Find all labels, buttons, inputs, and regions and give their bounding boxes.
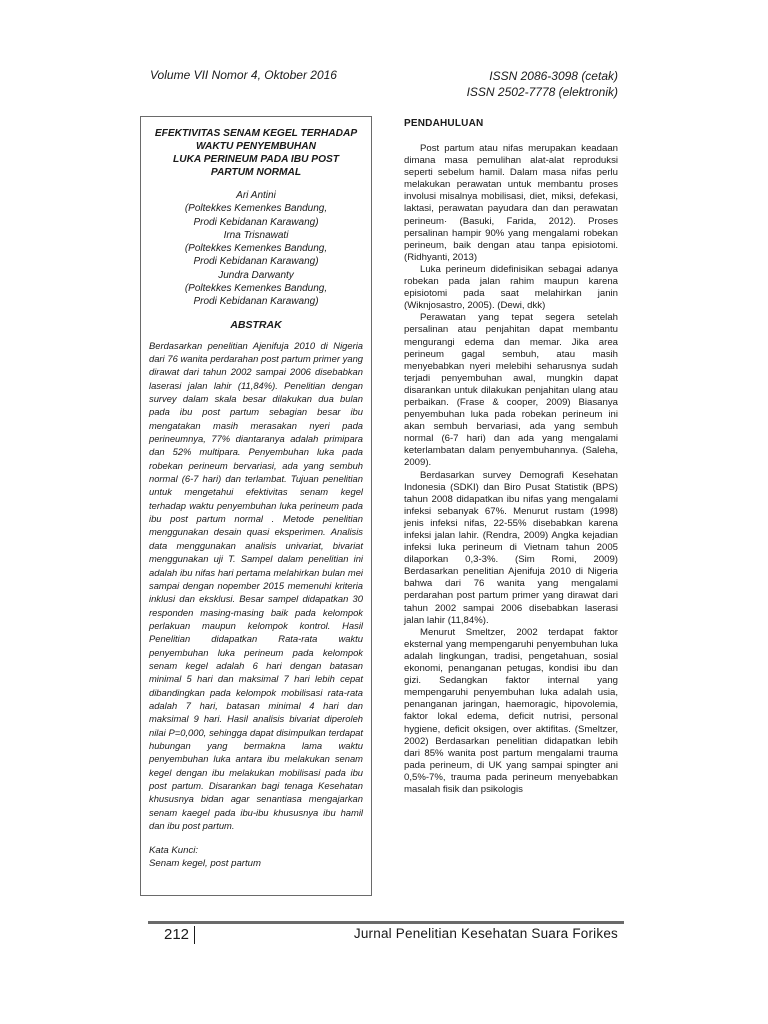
article-title: [149, 127, 363, 179]
title-line: PARTUM NORMAL: [210, 167, 302, 178]
author-affiliation: (Poltekkes Kemenkes Bandung,: [184, 283, 328, 295]
issn-online: ISSN 2502-7778 (elektronik): [466, 85, 618, 99]
intro-paragraph: Menurut Smeltzer, 2002 terdapat faktor eksternal yang mempengaruhi penyembuhan luka adalah lingkungan, tradisi, pengetahuan, sosial ekonomi, penanganan petugas, kondisi ibu dan gizi. Sedangkan faktor internal yang mempengaruhi penyembuhan luka adalah usia, penanganan jaringan, haemoragic, hipovolemia, faktor lokal edema, deficit nutrisi, personal hygiene, deficit oksigen, over aktifitas. (Smeltzer, 2002) Berdasarkan penelitian didapatkan lebih dari 85% wanita post partum mengalami trauma pada perineum, di UK yang sampai spingter ani 0,5%-7%, trauma pada perineum menyebabkan masalah fisik dan psikologis: [404, 626, 618, 795]
intro-paragraph: Berdasarkan survey Demografi Kesehatan Indonesia (SDKI) dan Biro Pusat Statistik (BPS) tahun 2008 didapatkan ibu nifas yang mengalami infeksi sebanyak 67%. Menurut rustam (1998) jenis infeksi nifas, 22-55% disebabkan karena infeksi jalan lahir. (Rendra, 2009) Angka kejadian infeksi luka perineum di Vietnam tahun 2005 dilaporkan 0,3-3%. (Sim Romi, 2009) Berdasarkan penelitian Ajenifuja 2010 di Nigeria bahwa dari 76 wanita yang mengalami perdarahan post partum primer yang dirawat dari tahun 2002 sampai 2006 disebabkan laserasi jalan lahir (11,84%).: [404, 469, 618, 626]
abstract-heading: ABSTRAK: [230, 318, 282, 331]
author-affiliation: Prodi Kebidanan Karawang): [193, 296, 319, 308]
author-name: Ari Antini: [236, 190, 276, 201]
journal-volume: Volume VII Nomor 4, Oktober 2016: [150, 68, 337, 82]
abstract-text: Berdasarkan penelitian Ajenifuja 2010 di Nigeria dari 76 wanita perdarahan post partum primer yang dirawat dari tahun 2002 sampai 2006 disebabkan laserasi jalan lahir (11,84%). Penelitian dengan survey dalam skala besar dilakukan dua bulan pada ibu post partum sebagian besar ibu mengatakan masih merasakan nyeri pada perineumnya, 77% diantaranya adalah primipara dan 52% multipara. Penyembuhan luka pada robekan perineum bervariasi, ada yang sembuh normal (6-7 hari) dan terlambat. Tujuan penelitian untuk mengetahui efektivitas senam kegel terhadap waktu penyembuhan luka perineum pada ibu post partum normal . Metode penelitian menggunakan desain quasi eksperimen. Analisis data menggunakan analisis univariat, bivariat menggunakan uji T. Sampel dalam penelitian ini adalah ibu nifas hari pertama melahirkan bulan mei sampai dengan nopember 2015 memenuhi kriteria inklusi dan eksklusi. Besar sampel didapatkan 30 responden masing-masing baik pada kelompok perlakuan maupun kelompok kontrol. Hasil Penelitian didapatkan Rata-rata waktu penyembuhan luka perineum pada kelompok senam kegel adalah 6 hari dengan batasan minimal 5 hari dan maksimal 7 hari lebih cepat dibandingkan pada kelompok mobilisasi rata-rata adalah 7 hari, batasan minimal 4 hari dan maksimal 9 hari. Hasil analisis bivariat diperoleh nilai P=0,000, sehingga dapat disimpulkan terdapat hubungan yang bermakna lama waktu penyembuhan luka antara ibu melakukan senam kegel dengan ibu melakukan mobilisasi pada ibu post partum. Disarankan bagi tenaga Kesehatan khususnya bidan agar senantiasa mengajarkan senam kaegel pada ibu-ibu khususnya ibu hamil dan ibu post partum.: [149, 339, 363, 832]
intro-paragraph: Perawatan yang tepat segera setelah persalinan atau penjahitan dapat membantu mengurangi edema dan memar. Jika area perineum gagal sembuh, atau masih menyebabkan nyeri melebihi seharusnya sudah terjadi penyembuhan awal, mungkin dapat disarankan untuk dilakukan penjahitan ulang atau perbaikan. (Frase & cooper, 2009) Biasanya penyembuhan luka pada robekan perineum ini akan sembuh bervariasi, ada yang sembuh normal (6-7 hari) dan ada yang mengalami keterlambatan dalam penyembuhannya. (Saleha, 2009).: [404, 312, 618, 469]
intro-paragraph: Post partum atau nifas merupakan keadaan dimana masa pemulihan alat-alat reproduksi seperti sebelum hamil. Dalam masa nifas perlu melakukan perawatan untuk membantu proses involusi misalnya mobilisasi, diet, miksi, defekasi, laktasi, perawatan payudara dan dan perawatan perineum· (Basuki, Farida, 2012). Proses persalinan hampir 90% yang mengalami robekan perineum, baik dengan atau tanpa episiotomi. (Ridhyanti, 2013): [404, 143, 618, 263]
title-line: EFEKTIVITAS SENAM KEGEL TERHADAP: [154, 128, 358, 139]
author-affiliation: (Poltekkes Kemenkes Bandung,: [184, 203, 328, 215]
keywords-block: [149, 844, 363, 870]
intro-paragraph: Luka perineum didefinisikan sebagai adanya robekan pada jalan rahim maupun karena episiotomi pada saat melahirkan janin (Wiknjosastro, 2005). (Dewi, dkk): [404, 263, 618, 312]
introduction-column: [404, 118, 618, 796]
title-line: WAKTU PENYEMBUHAN: [196, 141, 316, 152]
abstract-box: [140, 116, 372, 896]
keywords-label: Kata Kunci:: [149, 845, 199, 857]
footer-divider: [148, 921, 624, 924]
title-line: LUKA PERINEUM PADA IBU POST: [172, 154, 340, 165]
keywords-text: Senam kegel, post partum: [149, 858, 261, 870]
page-number: 212: [164, 926, 190, 943]
author-affiliation: (Poltekkes Kemenkes Bandung,: [184, 243, 328, 255]
author-name: Irna Trisnawati: [223, 229, 289, 241]
page-number-separator: [194, 926, 195, 944]
author-name: Jundra Darwanty: [218, 269, 294, 281]
issn-block: [358, 68, 618, 100]
author-affiliation: Prodi Kebidanan Karawang): [193, 256, 319, 268]
author-affiliation: Prodi Kebidanan Karawang): [193, 216, 319, 228]
author-list: [149, 189, 363, 309]
issn-print: ISSN 2086-3098 (cetak): [489, 69, 618, 83]
section-heading: PENDAHULUAN: [404, 118, 484, 129]
journal-name: Jurnal Penelitian Kesehatan Suara Forikes: [353, 926, 618, 941]
